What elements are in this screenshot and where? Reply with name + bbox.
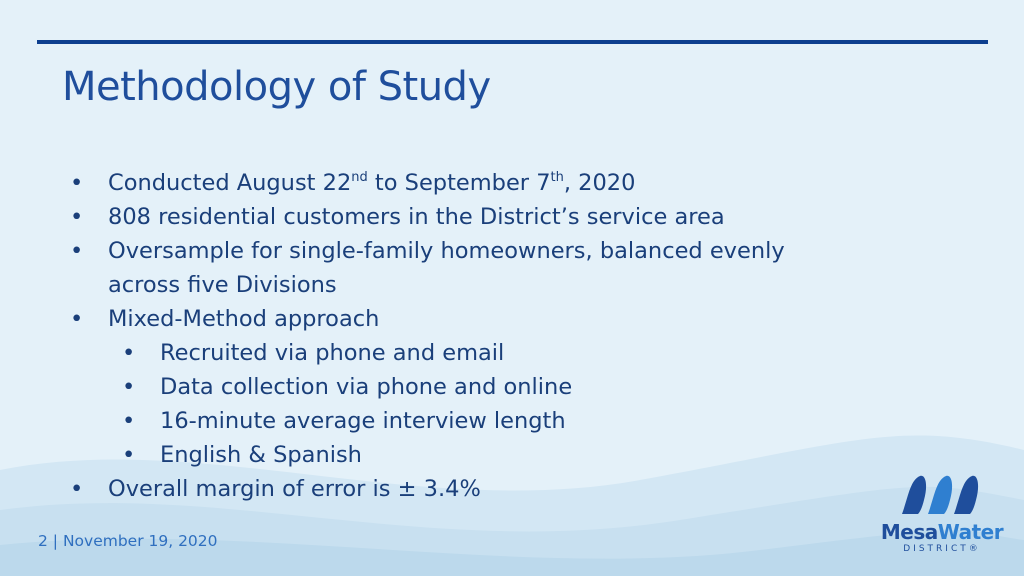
- slide-footer: 2 | November 19, 2020: [38, 532, 218, 550]
- bullet-dot: •: [122, 408, 136, 434]
- bullet-dot: •: [70, 204, 84, 230]
- logo-wordmark: MesaWater: [880, 520, 1004, 544]
- slide-title: Methodology of Study: [62, 64, 491, 110]
- bullet-text: Overall margin of error is ± 3.4%: [108, 476, 481, 502]
- bullet-text: 808 residential customers in the District’s service area: [108, 204, 725, 230]
- bullet-dot: •: [70, 170, 84, 196]
- bullet-dot: •: [122, 374, 136, 400]
- list-item: [62, 200, 862, 234]
- sub-list-item: [62, 404, 862, 438]
- water-wave-icon: [898, 470, 988, 516]
- bullet-text: Oversample for single-family homeowners, balanced evenly across five Divisions: [108, 238, 785, 298]
- sub-bullet-text: Recruited via phone and email: [160, 340, 505, 366]
- bullet-dot: •: [70, 238, 84, 264]
- top-rule: [37, 40, 988, 44]
- list-item: [62, 166, 862, 200]
- bullet-dot: •: [70, 476, 84, 502]
- bullet-text: Mixed-Method approach: [108, 306, 380, 332]
- bullet-dot: •: [122, 340, 136, 366]
- sub-list-item: [62, 370, 862, 404]
- bullet-list: [62, 166, 862, 506]
- sub-list-item: [62, 438, 862, 472]
- list-item: [62, 472, 862, 506]
- logo-subtitle: DISTRICT®: [903, 544, 981, 554]
- sub-bullet-text: English & Spanish: [160, 442, 362, 468]
- sub-list-item: [62, 336, 862, 370]
- list-item: [62, 234, 862, 302]
- bullet-dot: •: [122, 442, 136, 468]
- sub-bullet-text: 16-minute average interview length: [160, 408, 566, 434]
- list-item: [62, 302, 862, 336]
- bullet-text: Conducted August 22nd to September 7th, 2020: [108, 170, 636, 196]
- mesa-water-logo: [872, 470, 1012, 562]
- sub-bullet-text: Data collection via phone and online: [160, 374, 573, 400]
- bullet-dot: •: [70, 306, 84, 332]
